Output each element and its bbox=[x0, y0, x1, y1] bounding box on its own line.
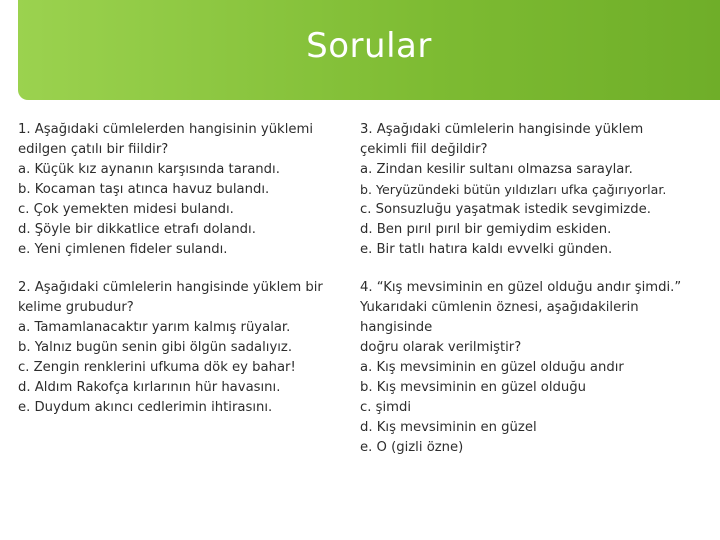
question-3-option-a: a. Zindan kesilir sultanı olmazsa saraylar. bbox=[360, 162, 633, 177]
question-4-option-c: c. şimdi bbox=[360, 400, 412, 415]
question-2-option-c: c. Zengin renklerini ufkuma dök ey bahar! bbox=[18, 360, 296, 375]
question-2-line: 2. Aşağıdaki cümlelerin hangisinde yüklem bir bbox=[18, 280, 323, 295]
question-4-line: 4. “Kış mevsiminin en güzel olduğu andır şimdi.” bbox=[360, 280, 682, 295]
slide-title: Sorular bbox=[306, 26, 432, 66]
question-4-line: hangisinde bbox=[360, 320, 433, 335]
question-4-line: Yukarıdaki cümlenin öznesi, aşağıdakilerin bbox=[360, 300, 639, 315]
question-2-option-d: d. Aldım Rakofça kırlarının hür havasını. bbox=[18, 380, 281, 395]
question-1-option-c: c. Çok yemekten midesi bulandı. bbox=[18, 202, 234, 217]
question-3-option-e: e. Bir tatlı hatıra kaldı evvelki günden. bbox=[360, 242, 613, 257]
question-1-line: edilgen çatılı bir fiildir? bbox=[18, 142, 169, 157]
question-3-option-c: c. Sonsuzluğu yaşatmak istedik sevgimizde. bbox=[360, 202, 651, 217]
question-4-option-b: b. Kış mevsiminin en güzel olduğu bbox=[360, 380, 586, 395]
question-1-option-d: d. Şöyle bir dikkatlice etrafı dolandı. bbox=[18, 222, 256, 237]
question-3-option-d: d. Ben pırıl pırıl bir gemiydim eskiden. bbox=[360, 222, 612, 237]
question-1-line: 1. Aşağıdaki cümlelerden hangisinin yüklemi bbox=[18, 122, 313, 137]
question-4-option-e: e. O (gizli özne) bbox=[360, 440, 464, 455]
question-3-line: çekimli fiil değildir? bbox=[360, 142, 488, 157]
question-4 bbox=[360, 278, 681, 458]
question-1-option-b: b. Kocaman taşı atınca havuz bulandı. bbox=[18, 182, 270, 197]
question-4-line: doğru olarak verilmiştir? bbox=[360, 340, 522, 355]
question-1 bbox=[18, 120, 313, 260]
question-1-option-e: e. Yeni çimlenen fideler sulandı. bbox=[18, 242, 228, 257]
question-2-line: kelime grubudur? bbox=[18, 300, 134, 315]
question-3-option-b: b. Yeryüzündeki bütün yıldızları ufka çağırıyorlar. bbox=[360, 182, 667, 197]
question-2-option-e: e. Duydum akıncı cedlerimin ihtirasını. bbox=[18, 400, 273, 415]
question-2-option-b: b. Yalnız bugün senin gibi ölgün sadalıyız. bbox=[18, 340, 293, 355]
question-1-option-a: a. Küçük kız aynanın karşısında tarandı. bbox=[18, 162, 280, 177]
question-3-line: 3. Aşağıdaki cümlelerin hangisinde yüklem bbox=[360, 122, 644, 137]
question-4-option-a: a. Kış mevsiminin en güzel olduğu andır bbox=[360, 360, 624, 375]
question-2 bbox=[18, 278, 323, 418]
question-3 bbox=[360, 120, 666, 260]
question-2-option-a: a. Tamamlanacaktır yarım kalmış rüyalar. bbox=[18, 320, 291, 335]
question-4-option-d: d. Kış mevsiminin en güzel bbox=[360, 420, 537, 435]
